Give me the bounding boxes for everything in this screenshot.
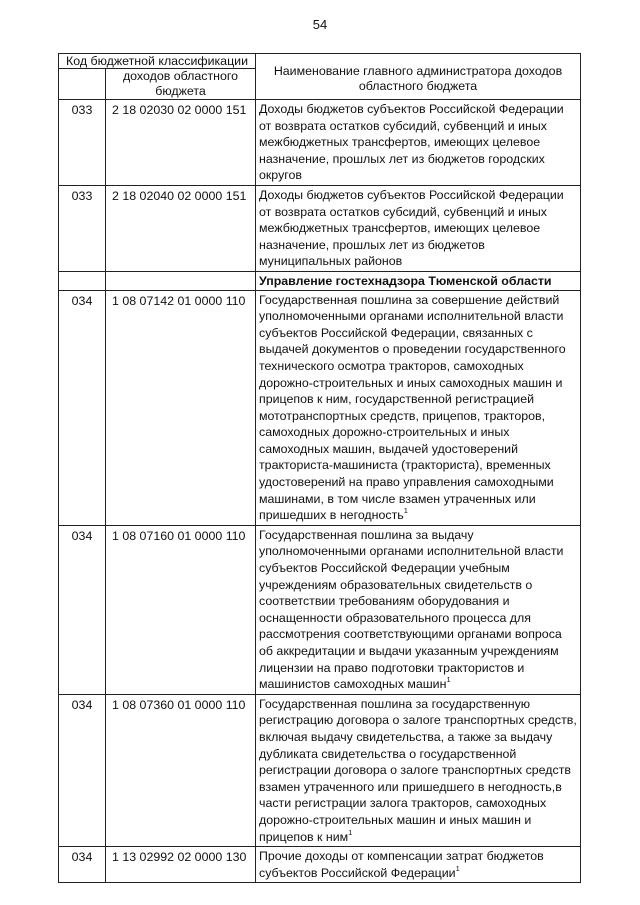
budget-code: 1 08 07160 01 0000 110 bbox=[106, 525, 256, 694]
admin-code: 033 bbox=[59, 185, 106, 271]
revenue-name bbox=[256, 847, 581, 883]
page-number: 54 bbox=[312, 17, 328, 32]
table-row bbox=[59, 100, 581, 186]
section-empty-cell bbox=[106, 271, 256, 290]
revenue-name-text: Прочие доходы от компенсации затрат бюджетов субъектов Российской Федерации bbox=[259, 849, 544, 880]
admin-code: 034 bbox=[59, 847, 106, 883]
header-admin-empty bbox=[59, 69, 106, 100]
revenue-name-text: Доходы бюджетов субъектов Российской Федерации от возврата остатков субсидий, субвенций и иных межбюджетных трансфертов, имеющих целевое назначение, прошлых лет из бюджетов городских округов bbox=[259, 102, 564, 183]
budget-code: 1 08 07142 01 0000 110 bbox=[106, 290, 256, 525]
footnote-marker: 1 bbox=[403, 506, 408, 516]
budget-code: 1 08 07360 01 0000 110 bbox=[106, 694, 256, 846]
revenue-name bbox=[256, 694, 581, 846]
table-row bbox=[59, 694, 581, 846]
header-classification: Код бюджетной классификации bbox=[59, 54, 256, 69]
footnote-marker: 1 bbox=[455, 863, 460, 873]
footnote-marker: 1 bbox=[348, 827, 353, 837]
admin-code: 033 bbox=[59, 100, 106, 186]
revenue-name bbox=[256, 100, 581, 186]
revenue-name bbox=[256, 185, 581, 271]
revenue-name-text: Государственная пошлина за государственную регистрацию договора о залоге транспортных средств, включая выдачу свидетельства, а также за выдачу дубликата свидетельства о государственной регистрации договора о залоге транспортных средств взамен утраченного или пришедшего в негодность,в части регистрации залога тракторов, самоходных дорожно-строительных машин и иных машин и прицепов к ним bbox=[259, 696, 577, 844]
table-row bbox=[59, 847, 581, 883]
admin-code: 034 bbox=[59, 694, 106, 846]
section-title: Управление гостехнадзора Тюменской области bbox=[256, 271, 581, 290]
footnote-marker: 1 bbox=[446, 675, 451, 685]
table-header-row bbox=[59, 54, 581, 69]
table-row bbox=[59, 525, 581, 694]
revenue-name-text: Доходы бюджетов субъектов Российской Федерации от возврата остатков субсидий, субвенций и иных межбюджетных трансфертов, имеющих целевое назначение, прошлых лет из бюджетов муниципальных районов bbox=[259, 187, 564, 269]
revenue-name-text: Государственная пошлина за выдачу уполномоченными органами исполнительной власти субъектов Российской Федерации учебным учреждениям образовательных свидетельств о соответствии требованиям оборудования и оснащенности образовательного процесса для рассмотрения соответствующими органами вопроса об аккредитации и выдачи указанным учреждениям лицензии на право подготовки трактористов и машинистов самоходных машин bbox=[259, 527, 564, 692]
section-row bbox=[59, 271, 581, 290]
revenue-name bbox=[256, 525, 581, 694]
table-row bbox=[59, 185, 581, 271]
budget-code: 2 18 02040 02 0000 151 bbox=[106, 185, 256, 271]
section-empty-cell bbox=[59, 271, 106, 290]
budget-code: 2 18 02030 02 0000 151 bbox=[106, 100, 256, 186]
budget-code: 1 13 02992 02 0000 130 bbox=[106, 847, 256, 883]
header-revenue: доходов областного бюджета bbox=[106, 69, 256, 100]
table-row bbox=[59, 290, 581, 525]
revenue-name-text: Государственная пошлина за совершение действий уполномоченными органами исполнительной власти субъектов Российской Федерации, связанных с выдачей документов о проведении государственного технического осмотра тракторов, самоходных дорожно-строительных и иных самоходных машин и прицепов к ним, государственной регистрацией мототранспортных средств, прицепов, тракторов, самоходных дорожно-строительных и иных самоходных машин, выдачей удостоверений тракториста-машиниста (тракториста), временных удостоверений на право управления самоходными машинами, в том числе взамен утраченных или пришедших в негодность bbox=[259, 292, 566, 523]
revenue-classification-table bbox=[58, 53, 581, 883]
admin-code: 034 bbox=[59, 290, 106, 525]
revenue-name bbox=[256, 290, 581, 525]
header-admin-name: Наименование главного администратора доходов областного бюджета bbox=[256, 54, 581, 100]
admin-code: 034 bbox=[59, 525, 106, 694]
